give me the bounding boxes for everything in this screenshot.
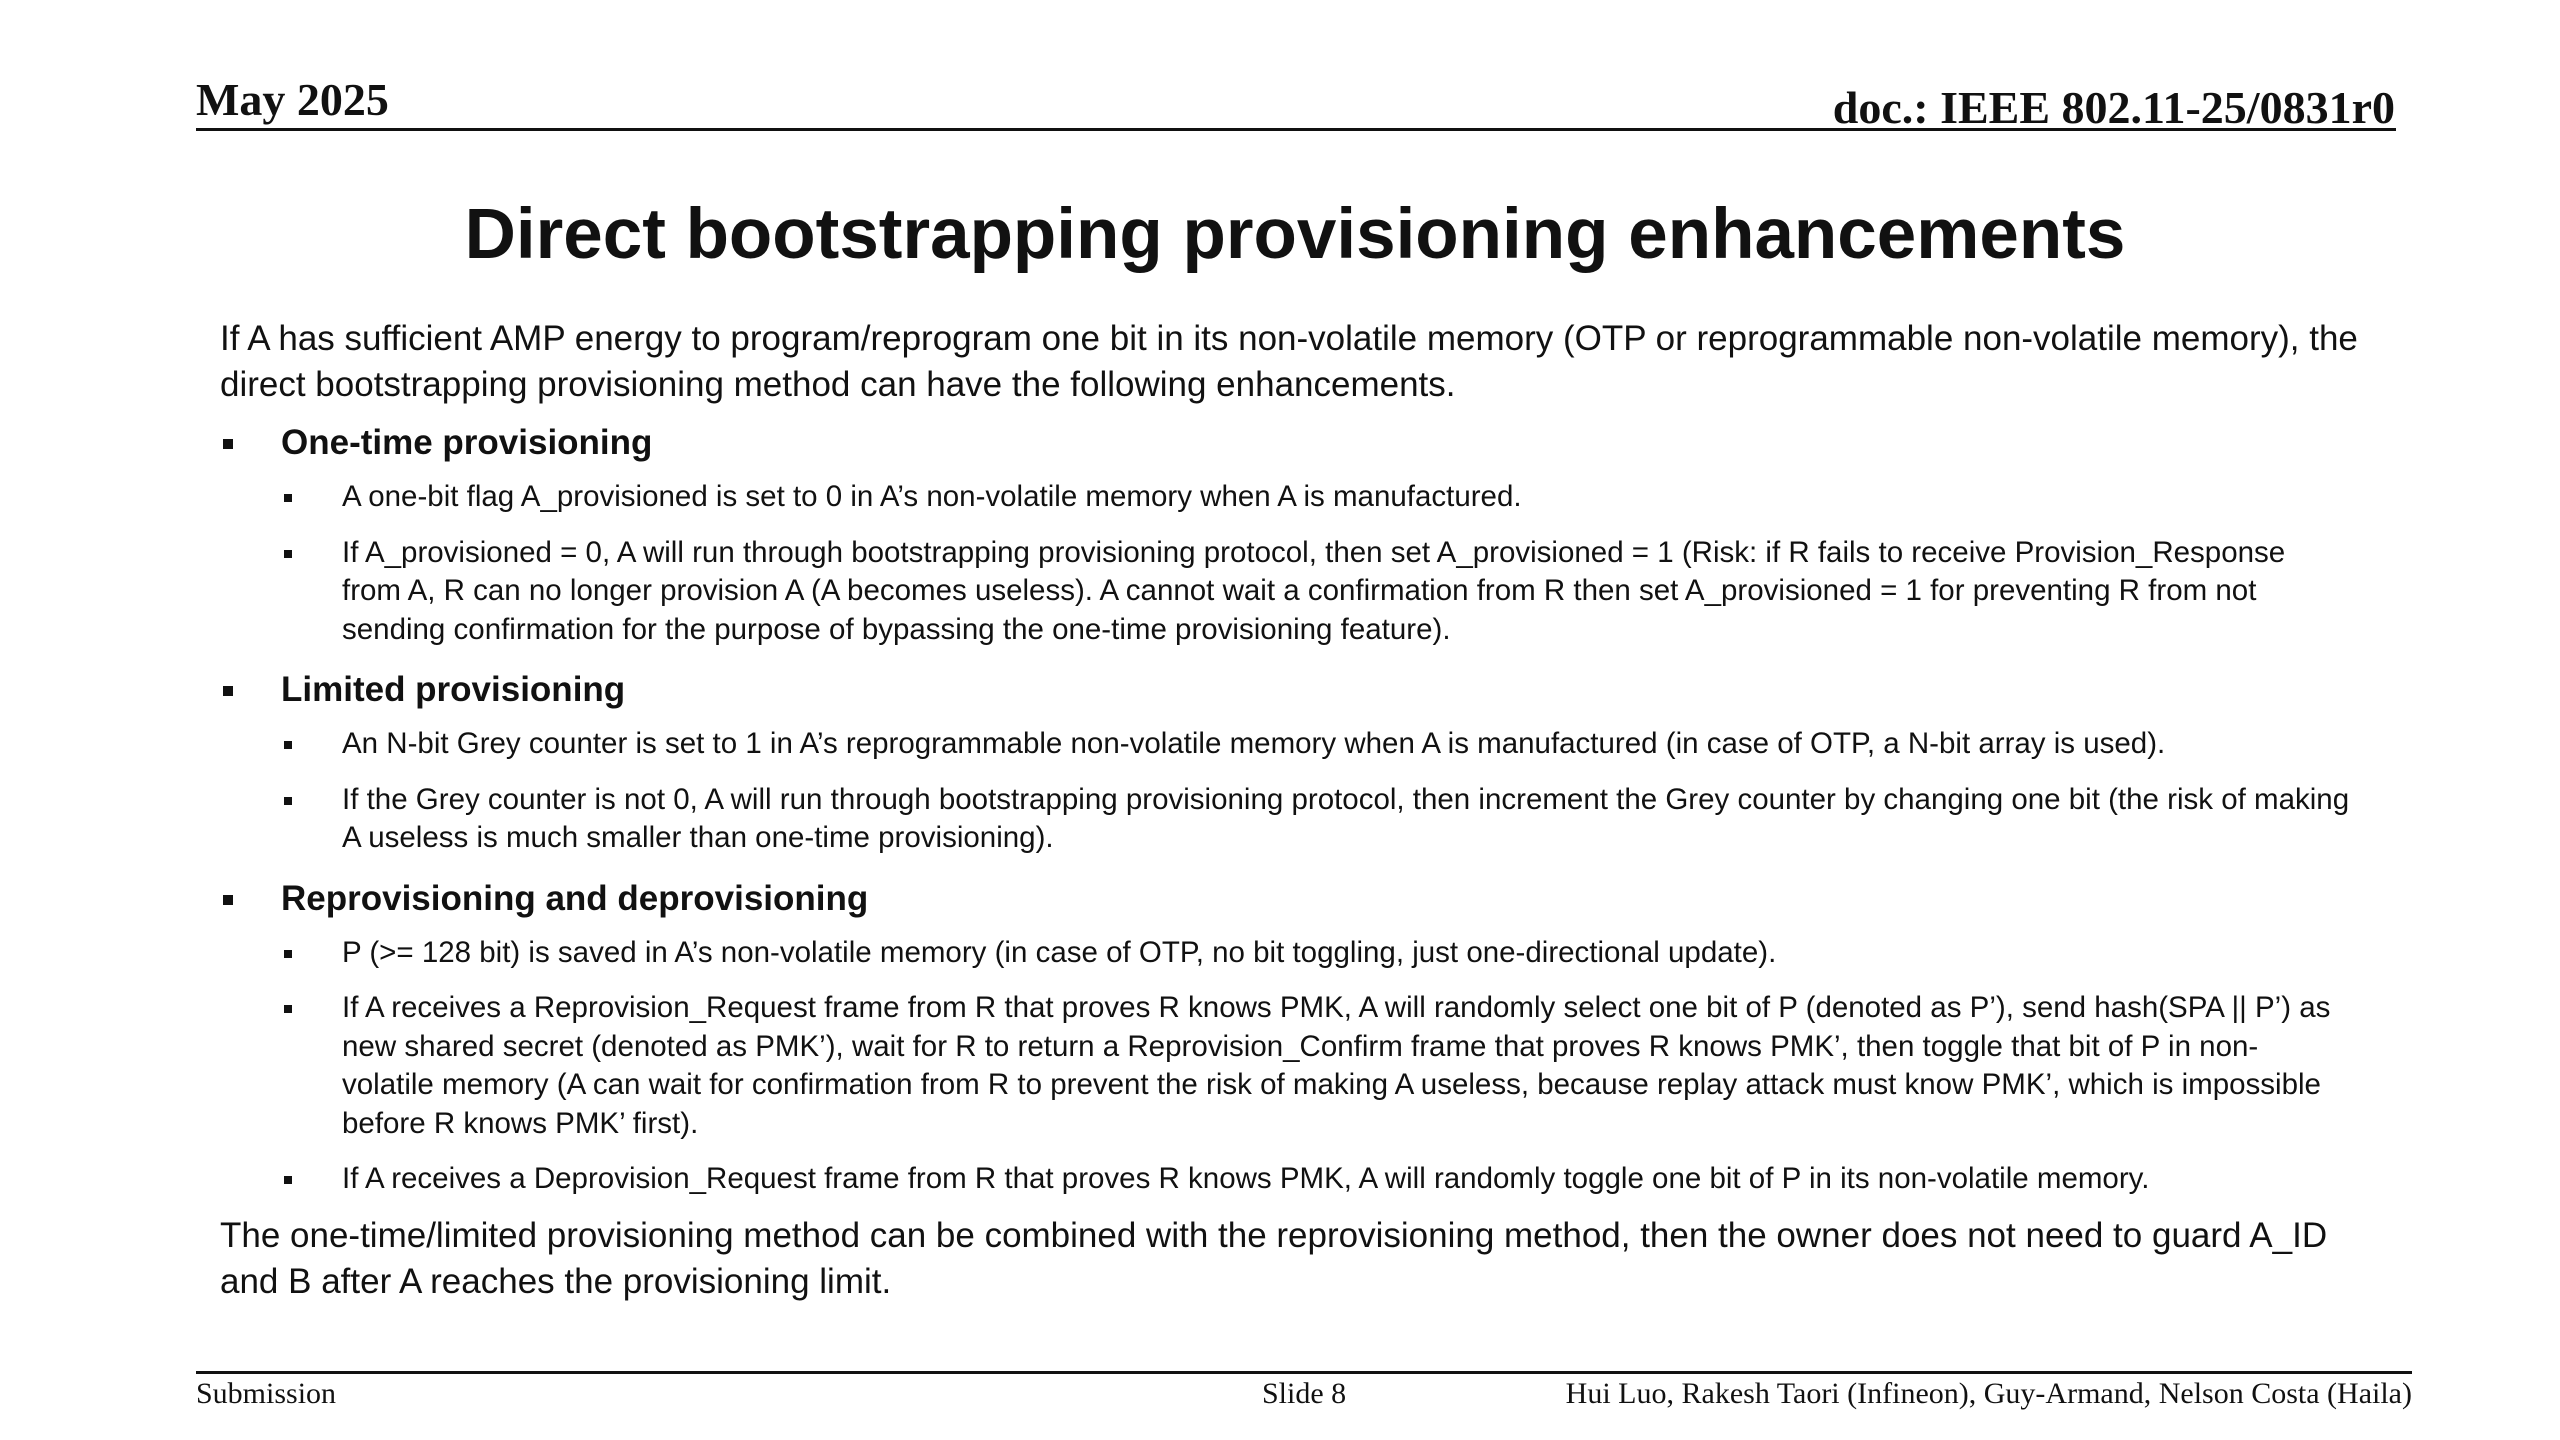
square-bullet-icon — [284, 494, 292, 502]
square-bullet-icon — [284, 797, 292, 805]
list-item-text: If A receives a Reprovision_Request frame from R that proves R knows PMK, A will randomly select one bit of P (denoted as P’), send hash(SPA || P’) as new shared secret (denoted as PMK’), wait for R to return a Reprovision_Confirm frame that proves R knows PMK’, then toggle that bit of P in non-volatile memory (A can wait for confirmation from R to prevent the risk of making A useless, because replay attack must know PMK’, which is impossible before R knows PMK’ first). — [342, 991, 2331, 1140]
header-divider — [196, 128, 2396, 131]
section-heading-limited — [220, 667, 2380, 713]
list-item-text: If A_provisioned = 0, A will run through bootstrapping provisioning protocol, then set A_provisioned = 1 (Risk: if R fails to receive Provision_Response from A, R can no longer provision A (A becomes useless). A cannot wait a confirmation from R then set A_provisioned = 1 for preventing R from not sending confirmation for the purpose of bypassing the one-time provisioning feature). — [342, 535, 2286, 646]
section-heading-label: Limited provisioning — [281, 670, 626, 709]
square-bullet-icon — [284, 550, 292, 558]
list-item — [220, 725, 2380, 764]
list-item — [220, 989, 2380, 1143]
list-item — [220, 1160, 2380, 1199]
square-bullet-icon — [284, 1005, 292, 1013]
section-heading-label: Reprovisioning and deprovisioning — [281, 878, 869, 918]
list-item-text: A one-bit flag A_provisioned is set to 0 in A’s non-volatile memory when A is manufactured. — [342, 480, 1522, 513]
list-item-text: P (>= 128 bit) is saved in A’s non-volatile memory (in case of OTP, no bit toggling, just one-directional update). — [342, 935, 1777, 969]
header-doc-id: doc.: IEEE 802.11-25/0831r0 — [1832, 82, 2395, 133]
slide-body — [220, 316, 2380, 1305]
square-bullet-icon — [284, 950, 292, 958]
square-bullet-icon — [223, 686, 233, 696]
intro-paragraph: If A has sufficient AMP energy to program/reprogram one bit in its non-volatile memory (OTP or reprogrammable non-volatile memory), the direct bootstrapping provisioning method can have the following enhancements. — [220, 319, 2358, 404]
list-item-text: If A receives a Deprovision_Request frame from R that proves R knows PMK, A will randomly toggle one bit of P in its non-volatile memory. — [342, 1162, 2150, 1195]
square-bullet-icon — [223, 895, 233, 905]
square-bullet-icon — [284, 741, 292, 749]
list-item-text: If the Grey counter is not 0, A will run through bootstrapping provisioning protocol, then increment the Grey counter by changing one bit (the risk of making A useless is much smaller than one-time provisioning). — [342, 782, 2350, 854]
list-item — [220, 534, 2380, 650]
closing-paragraph: The one-time/limited provisioning method can be combined with the reprovisioning method, then the owner does not need to guard A_ID and B after A reaches the provisioning limit. — [220, 1215, 2328, 1301]
slide-title: Direct bootstrapping provisioning enhancements — [464, 195, 2126, 274]
section-heading-reprovisioning — [220, 876, 2380, 922]
footer-submission: Submission — [196, 1377, 337, 1410]
list-item — [220, 934, 2380, 973]
header-date: May 2025 — [196, 74, 389, 125]
square-bullet-icon — [284, 1176, 292, 1184]
footer-divider — [196, 1371, 2412, 1374]
list-item — [220, 478, 2380, 517]
footer-slide-number: Slide 8 — [1262, 1377, 1347, 1410]
list-item — [220, 781, 2380, 858]
section-heading-one-time — [220, 420, 2380, 466]
square-bullet-icon — [223, 439, 233, 449]
section-heading-label: One-time provisioning — [281, 423, 653, 462]
footer-authors: Hui Luo, Rakesh Taori (Infineon), Guy-Armand, Nelson Costa (Haila) — [1565, 1377, 2412, 1410]
list-item-text: An N-bit Grey counter is set to 1 in A’s reprogrammable non-volatile memory when A is manufactured (in case of OTP, a N-bit array is used). — [342, 727, 2166, 760]
